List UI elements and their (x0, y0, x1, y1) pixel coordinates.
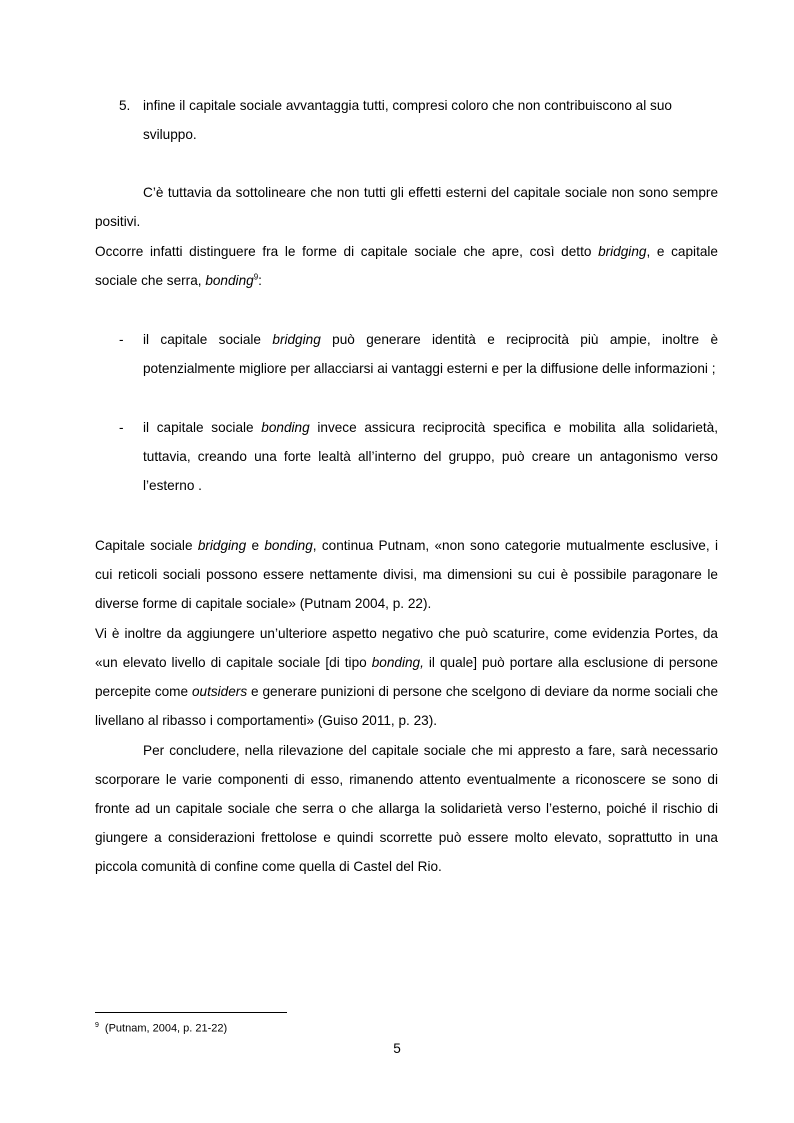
term-bridging: bridging (598, 244, 647, 259)
paragraph-2-text-c: : (258, 273, 262, 288)
list-item-text: infine il capitale sociale avvantaggia tutti, compresi coloro che non contribuiscono al suo sviluppo. (143, 98, 672, 142)
page-number: 5 (393, 1041, 401, 1056)
dash-item-1-text-b: può generare identità e reciprocità più ampie, inoltre è potenzialmente migliore per allacciarsi ai vantaggi esterni e per la diffusione delle informazioni ; (143, 332, 718, 376)
dash-item-2-text-b: invece assicura reciprocità specifica e mobilita alla solidarietà, tuttavia, creando una forte lealtà all’interno del gruppo, può creare un antagonismo verso l’esterno . (143, 420, 718, 493)
footnote-separator (95, 1012, 287, 1013)
dash-item-2 (119, 413, 718, 500)
dash-item-1 (119, 325, 718, 383)
paragraph-3-text-a: Capitale sociale (95, 538, 198, 553)
footnote-text: (Putnam, 2004, p. 21-22) (104, 1022, 228, 1035)
term-bridging: bridging (197, 538, 247, 553)
dash-marker: - (119, 332, 124, 347)
paragraph-4-text-c: e generare punizioni di persone che scelgono di deviare da norme sociali che livellano al ribasso i comportamenti» (Guiso 2011, p. 23). (95, 684, 719, 728)
paragraph-5 (95, 736, 718, 881)
list-marker: 5. (119, 98, 131, 113)
dash-item-2-text-a: il capitale sociale (143, 420, 262, 435)
term-bonding: bonding, (371, 655, 424, 670)
footnote (95, 1019, 227, 1036)
paragraph-2 (95, 237, 718, 295)
paragraph-3 (95, 531, 718, 618)
paragraph-2-text-b: , e capitale sociale che serra, (95, 244, 718, 288)
term-outsiders: outsiders (191, 684, 248, 699)
dash-item-1-text-a: il capitale sociale (143, 332, 273, 347)
paragraph-1-text: C’è tuttavia da sottolineare che non tutti gli effetti esterni del capitale sociale non sono sempre positivi. (95, 185, 718, 229)
dash-item-2-text (143, 413, 718, 500)
list-item-5 (119, 91, 718, 149)
term-bonding: bonding (264, 538, 313, 553)
paragraph-1 (95, 178, 718, 236)
paragraph-3-text-b: e (246, 538, 265, 553)
term-bonding: bonding (205, 273, 254, 288)
paragraph-4 (95, 619, 718, 735)
paragraph-4-text-a: Vi è inoltre da aggiungere un’ulteriore aspetto negativo che può scaturire, come evidenzia Portes, da «un elevato livello di capitale sociale [di tipo (95, 626, 718, 670)
dash-item-1-text (143, 325, 718, 383)
footnote-number: 9 (95, 1022, 99, 1029)
paragraph-2-text-a: Occorre infatti distinguere fra le forme di capitale sociale che apre, così detto (95, 244, 599, 259)
dash-marker: - (119, 420, 124, 435)
term-bonding: bonding (261, 420, 310, 435)
paragraph-5-text: Per concludere, nella rilevazione del capitale sociale che mi appresto a fare, sarà necessario scorporare le varie componenti di esso, rimanendo attento eventualmente a riconoscere se sono di fronte ad un capitale sociale che serra o che allarga la solidarietà verso l’esterno, poiché il rischio di giungere a considerazioni frettolose e quindi scorrette può essere molto elevato, soprattutto in una piccola comunità di confine come quella di Castel del Rio. (95, 743, 718, 874)
footnote-reference: 9 (253, 272, 259, 282)
paragraph-4-text-b: il quale] può portare alla esclusione di persone percepite come (95, 655, 718, 699)
term-bridging: bridging (272, 332, 321, 347)
paragraph-3-text-c: , continua Putnam, «non sono categorie mutualmente esclusive, i cui reticoli sociali possono essere nettamente divisi, ma dimensioni su cui è possibile paragonare le diverse forme di capitale sociale» (Putnam 2004, p. 22). (95, 538, 718, 611)
